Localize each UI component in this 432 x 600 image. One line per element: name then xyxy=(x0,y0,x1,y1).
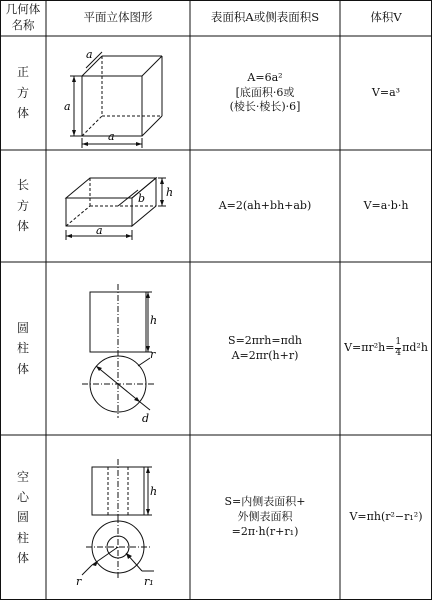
row-cube-area xyxy=(190,36,340,150)
row-cube-name xyxy=(0,36,46,150)
cube-dim-a-top: a xyxy=(86,48,93,61)
header-name-line1: 几何体 xyxy=(5,2,41,17)
area-line: A=6a² xyxy=(247,70,283,84)
cuboid-dim-h: h xyxy=(166,186,174,199)
row-cuboid-volume: V=a·b·h xyxy=(363,198,409,212)
row-cuboid-area: A=2(ah+bh+ab) xyxy=(218,198,312,212)
name-char: 长 xyxy=(16,178,29,193)
volume-fraction xyxy=(395,338,401,359)
header-volume: 体积V xyxy=(370,10,402,25)
name-char: 柱 xyxy=(16,530,29,545)
fraction-denominator: 4 xyxy=(395,348,402,358)
name-char: 正 xyxy=(16,65,29,80)
name-char: 体 xyxy=(16,361,29,376)
header-figure: 平面立体图形 xyxy=(83,10,153,25)
area-line: (棱长·棱长)·6] xyxy=(229,100,301,114)
name-char: 方 xyxy=(16,198,29,213)
cube-dim-a-bottom: a xyxy=(108,130,115,143)
area-line: A=2πr(h+r) xyxy=(231,348,299,362)
fraction-numerator: 1 xyxy=(395,337,402,348)
header-area: 表面积A或侧表面积S xyxy=(210,10,320,25)
cylinder-dim-r: r xyxy=(150,348,156,361)
cylinder-dim-h: h xyxy=(150,314,158,327)
cuboid-dim-a: a xyxy=(96,224,103,237)
name-char: 柱 xyxy=(16,341,29,356)
volume-part: V=πr²h= xyxy=(344,341,395,355)
name-char: 体 xyxy=(16,551,29,566)
cylinder-figure xyxy=(46,262,190,435)
name-char: 方 xyxy=(16,85,29,100)
name-char: 体 xyxy=(16,106,29,121)
area-line: =2π·h(r+r₁) xyxy=(231,524,299,538)
row-hollow-cylinder-area xyxy=(190,435,340,600)
name-char: 圆 xyxy=(16,510,29,525)
hollow-dim-r: r xyxy=(76,575,82,588)
header-name-line2: 名称 xyxy=(11,18,35,32)
volume-part: πd²h xyxy=(402,341,428,355)
name-char: 心 xyxy=(16,489,29,504)
name-char: 空 xyxy=(16,469,29,484)
cube-figure xyxy=(46,36,190,150)
hollow-dim-h: h xyxy=(150,485,158,498)
cylinder-dim-d: d xyxy=(142,412,150,425)
cuboid-dim-b: b xyxy=(138,192,146,205)
row-cylinder-name xyxy=(0,262,46,435)
row-cuboid-name xyxy=(0,150,46,262)
row-cylinder-area xyxy=(190,262,340,435)
row-cube-volume: V=a³ xyxy=(371,85,401,99)
header-name xyxy=(0,0,46,36)
area-line: 外侧表面积 xyxy=(237,510,293,524)
row-hollow-cylinder-name xyxy=(0,435,46,600)
name-char: 体 xyxy=(16,219,29,234)
name-char: 圆 xyxy=(16,320,29,335)
area-line: S=内侧表面积+ xyxy=(224,495,306,509)
area-line: [底面积·6或 xyxy=(235,85,295,99)
cuboid-figure xyxy=(46,150,190,262)
area-line: S=2πrh=πdh xyxy=(228,333,302,347)
row-hollow-cylinder-volume: V=πh(r²−r₁²) xyxy=(349,510,423,524)
hollow-cylinder-figure xyxy=(46,435,190,600)
row-cylinder-volume xyxy=(340,262,432,435)
cube-dim-a-left: a xyxy=(64,100,71,113)
hollow-dim-r1: r₁ xyxy=(144,575,154,588)
